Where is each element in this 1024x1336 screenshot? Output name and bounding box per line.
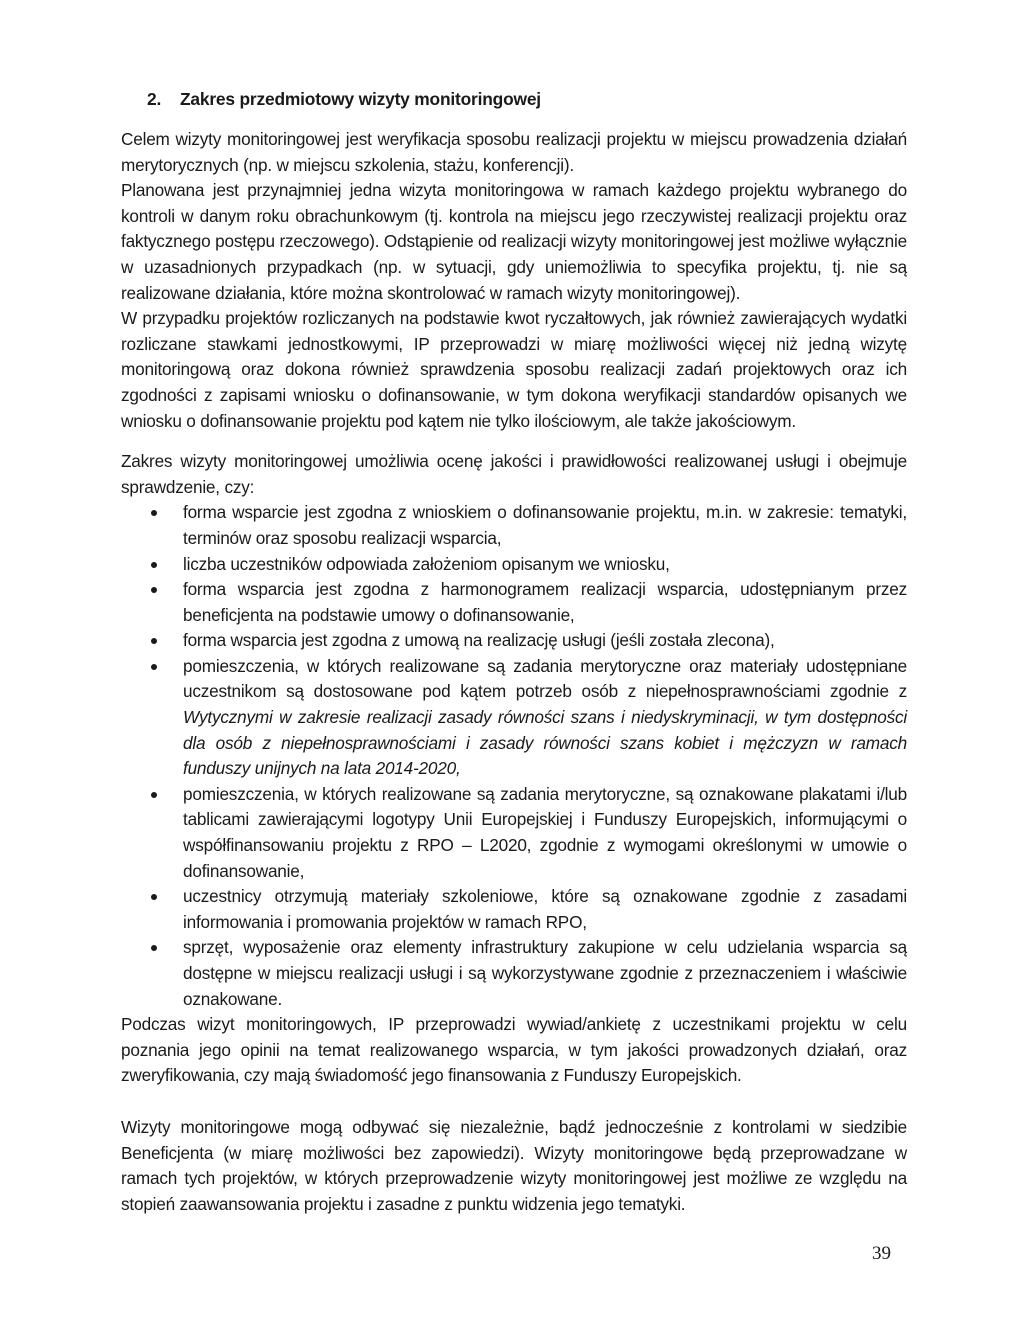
list-item: liczba uczestników odpowiada założeniom opisanym we wniosku, [121,552,907,578]
page-content [121,86,907,1217]
bullet-icon [151,664,157,670]
bullet-icon [151,562,157,568]
list-item: uczestnicy otrzymują materiały szkoleniowe, które są oznakowane zgodnie z zasadami informowania i promowania projektów w ramach RPO, [121,884,907,935]
section-heading [121,86,907,112]
bullet-icon [151,510,157,516]
bullet-icon [151,894,157,900]
list-item: forma wsparcie jest zgodna z wnioskiem o dofinansowanie projektu, m.in. w zakresie: tematyki, terminów oraz sposobu realizacji wsparcia, [121,500,907,551]
section-number: 2. [147,89,162,109]
section-title: Zakres przedmiotowy wizyty monitoringowej [180,89,541,109]
list-item: forma wsparcia jest zgodna z umową na realizację usługi (jeśli została zlecona), [121,628,907,654]
bullet-icon [151,945,157,951]
list-item: pomieszczenia, w których realizowane są zadania merytoryczne, są oznakowane plakatami i/lub tablicami zawierającymi logotypy Unii Europejskiej i Funduszy Europejskich, informującymi o współfinansowaniu projektu z RPO – L2020, zgodnie z wymogami określonymi w umowie o dofinansowanie, [121,782,907,884]
list-item: pomieszczenia, w których realizowane są zadania merytoryczne oraz materiały udostępniane uczestnikom są dostosowane pod kątem potrzeb osób z niepełnosprawnościami zgodnie z Wytycznymi w zakresie realizacji zasady równości szans i niedyskryminacji, w tym dostępności dla osób z niepełnosprawnościami i zasady równości szans kobiet i mężczyzn w ramach funduszy unijnych na lata 2014-2020, [121,654,907,782]
checklist [121,500,907,1012]
bullet-icon [151,638,157,644]
paragraph-scope-intro: Zakres wizyty monitoringowej umożliwia ocenę jakości i prawidłowości realizowanej usługi i obejmuje sprawdzenie, czy: [121,451,907,497]
paragraph-visit-timing: Wizyty monitoringowe mogą odbywać się niezależnie, bądź jednocześnie z kontrolami w siedzibie Beneficjenta (w miarę możliwości bez zapowiedzi). Wizyty monitoringowe będą przeprowadzane w ramach tych projektów, w których przeprowadzenie wizyty monitoringowej jest możliwe ze względu na stopień zaawansowania projektu i zasadne z punktu widzenia jego tematyki. [121,1116,907,1214]
paragraph-purpose: Celem wizyty monitoringowej jest weryfikacja sposobu realizacji projektu w miejscu prowadzenia działań merytorycznych (np. w miejscu szkolenia, stażu, konferencji). [121,129,907,175]
page-number: 39 [872,1243,891,1264]
paragraph-survey: Podczas wizyt monitoringowych, IP przeprowadzi wywiad/ankietę z uczestnikami projektu w celu poznania jego opinii na temat realizowanego wsparcia, w tym jakości prowadzonych działań, oraz zweryfikowania, czy mają świadomość jego finansowania z Funduszy Europejskich. [121,1014,907,1086]
bullet-icon [151,792,157,798]
list-item: sprzęt, wyposażenie oraz elementy infrastruktury zakupione w celu udzielania wsparcia są dostępne w miejscu realizacji usługi i są wykorzystywane zgodnie z przeznaczeniem i właściwie oznakowane. [121,935,907,1012]
guidelines-reference: Wytycznymi w zakresie realizacji zasady równości szans i niedyskryminacji, w tym dostępności dla osób z niepełnosprawnościami i zasady równości szans kobiet i mężczyzn w ramach funduszy unijnych na lata 2014-2020, [183,707,907,779]
bullet-icon [151,587,157,593]
paragraph-lump-sum-projects: W przypadku projektów rozliczanych na podstawie kwot ryczałtowych, jak również zawierających wydatki rozliczane stawkami jednostkowymi, IP przeprowadzi w miarę możliwości więcej niż jedną wizytę monitoringową oraz dokona również sprawdzenia sposobu realizacji zadań projektowych oraz ich zgodności z zapisami wniosku o dofinansowanie, w tym dokona weryfikacji standardów opisanych we wniosku o dofinansowanie projektu pod kątem nie tylko ilościowym, ale także jakościowym. [121,308,907,431]
paragraph-planning: Planowana jest przynajmniej jedna wizyta monitoringowa w ramach każdego projektu wybranego do kontroli w danym roku obrachunkowym (tj. kontrola na miejscu jego rzeczywistej realizacji projektu oraz faktycznego postępu rzeczowego). Odstąpienie od realizacji wizyty monitoringowej jest możliwe wyłącznie w uzasadnionych przypadkach (np. w sytuacji, gdy uniemożliwia to specyfika projektu, tj. nie są realizowane działania, które można skontrolować w ramach wizyty monitoringowej). [121,180,907,303]
list-item: forma wsparcia jest zgodna z harmonogramem realizacji wsparcia, udostępnianym przez beneficjenta na podstawie umowy o dofinansowanie, [121,577,907,628]
